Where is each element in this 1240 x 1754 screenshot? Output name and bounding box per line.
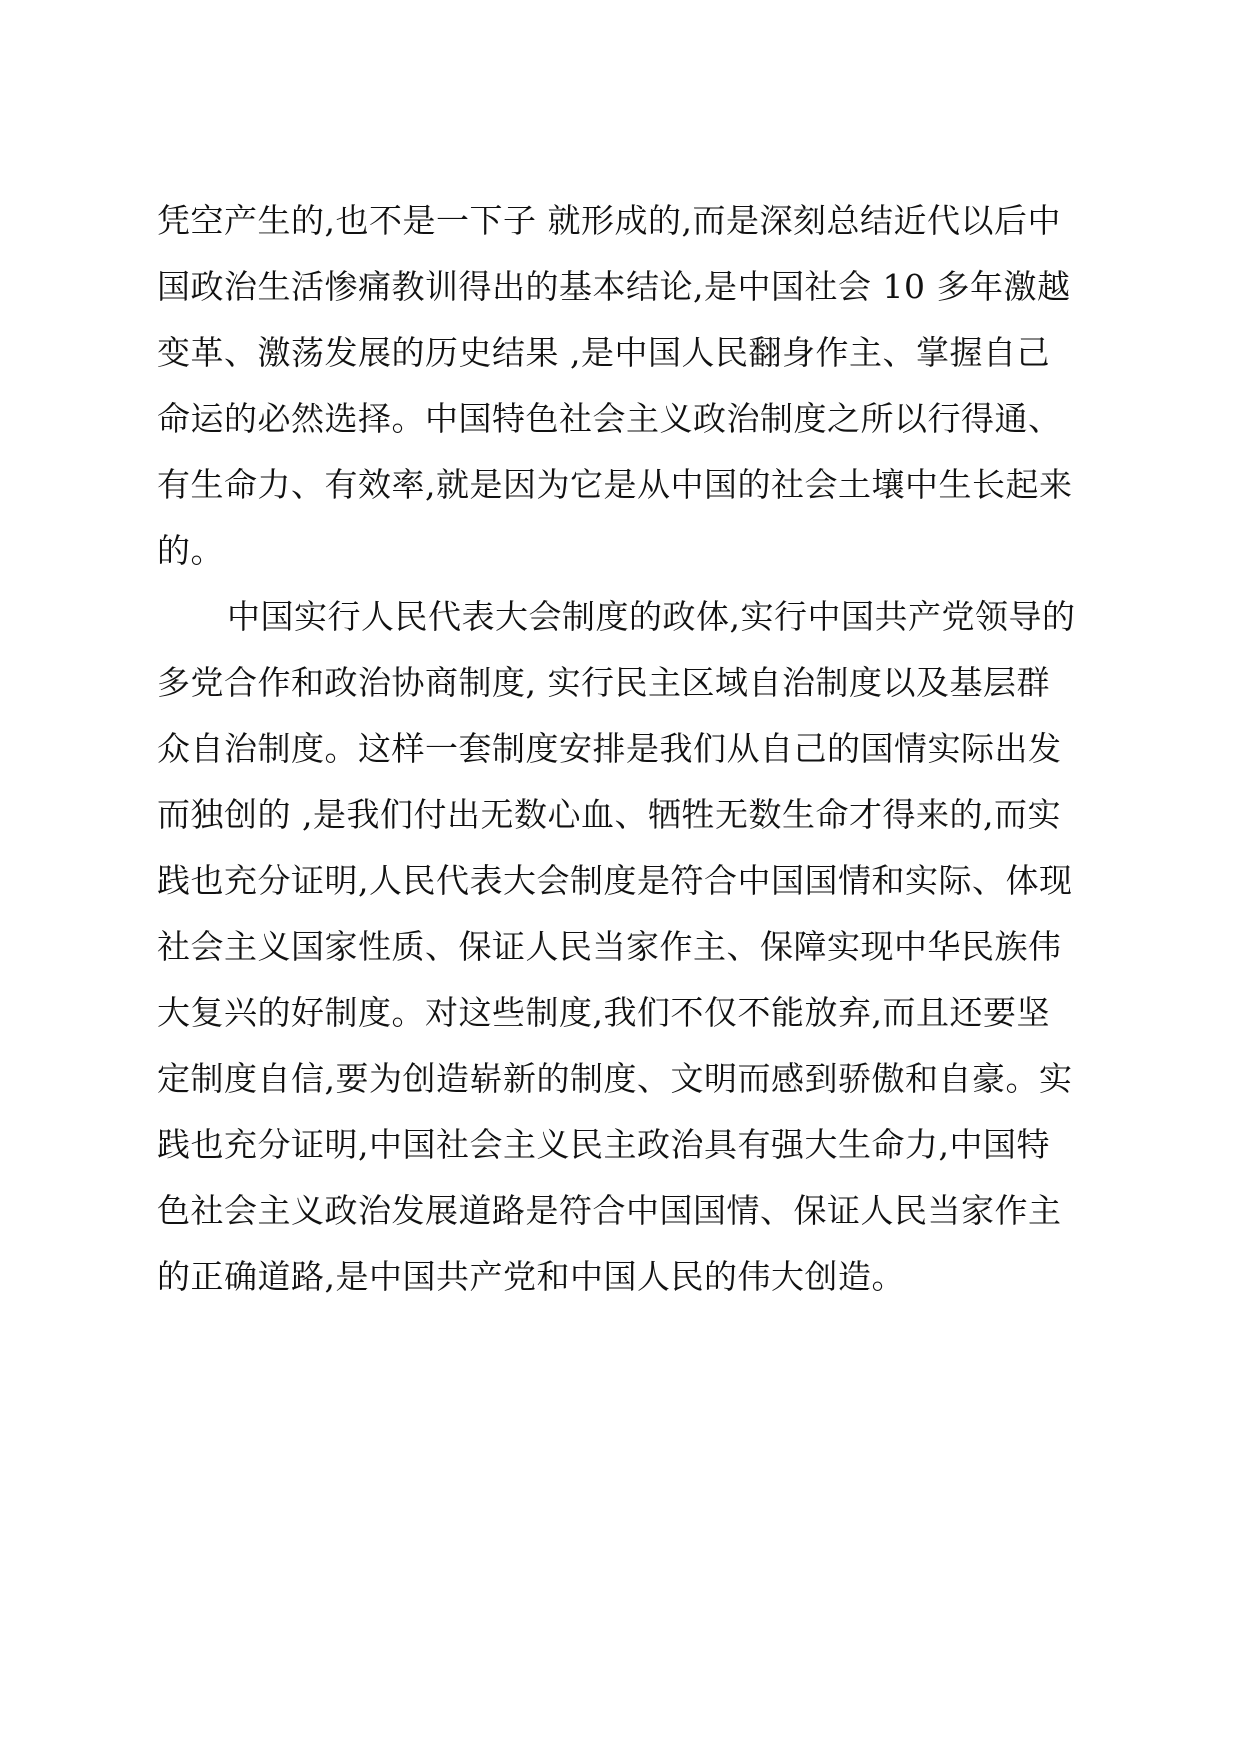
text-line: 色社会主义政治发展道路是符合中国国情、保证人民当家作主 xyxy=(157,1191,1062,1230)
text-line: 的正确道路,是中国共产党和中国人民的伟大创造。 xyxy=(157,1257,905,1296)
paragraph-1 xyxy=(157,188,1082,584)
text-line: 有生命力、有效率,就是因为它是从中国的社会土壤中生长起来 xyxy=(157,465,1073,504)
text-line: 践也充分证明,人民代表大会制度是符合中国国情和实际、体现 xyxy=(157,861,1073,900)
paragraph-2 xyxy=(157,584,1082,1310)
text-line: 国政治生活惨痛教训得出的基本结论,是中国社会 10 多年激越 xyxy=(157,267,1071,306)
text-line: 定制度自信,要为创造崭新的制度、文明而感到骄傲和自豪。实 xyxy=(157,1059,1073,1098)
text-line: 凭空产生的,也不是一下子 就形成的,而是深刻总结近代以后中 xyxy=(157,201,1061,240)
document-body xyxy=(157,188,1082,1310)
text-line: 变革、激荡发展的历史结果 ,是中国人民翻身作主、掌握自己 xyxy=(157,333,1050,372)
text-line: 多党合作和政治协商制度, 实行民主区域自治制度以及基层群 xyxy=(157,663,1050,702)
text-line: 的。 xyxy=(157,531,224,570)
text-line: 践也充分证明,中国社会主义民主政治具有强大生命力,中国特 xyxy=(157,1125,1050,1164)
text-line: 大复兴的好制度。对这些制度,我们不仅不能放弃,而且还要坚 xyxy=(157,993,1050,1032)
text-line: 中国实行人民代表大会制度的政体,实行中国共产党领导的 xyxy=(227,597,1076,636)
text-line: 命运的必然选择。中国特色社会主义政治制度之所以行得通、 xyxy=(157,399,1062,438)
text-line: 社会主义国家性质、保证人民当家作主、保障实现中华民族伟 xyxy=(157,927,1062,966)
text-line: 而独创的 ,是我们付出无数心血、牺牲无数生命才得来的,而实 xyxy=(157,795,1061,834)
text-line: 众自治制度。这样一套制度安排是我们从自己的国情实际出发 xyxy=(157,729,1062,768)
